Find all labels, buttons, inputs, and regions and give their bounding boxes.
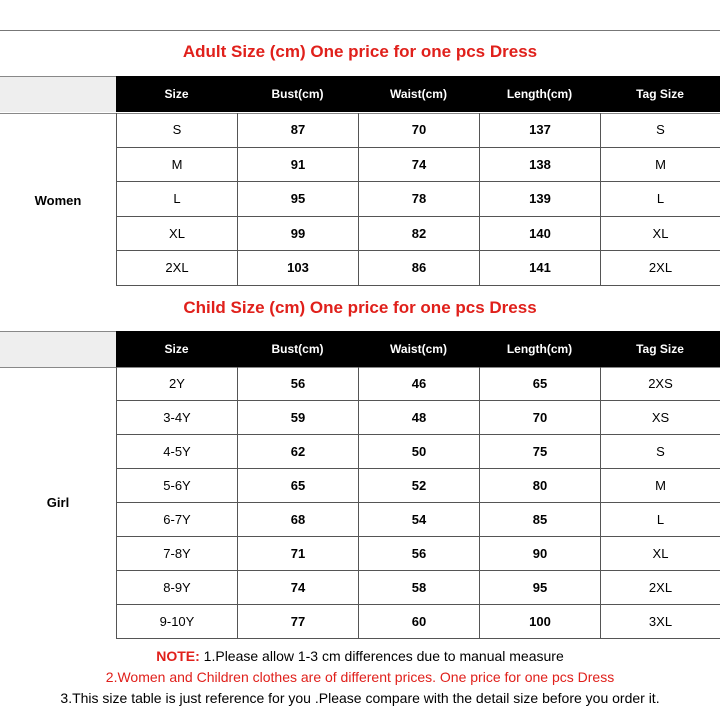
table-row bbox=[116, 435, 720, 469]
table-row bbox=[116, 182, 720, 217]
header-spacer bbox=[0, 331, 116, 367]
cell-tag-size: L bbox=[600, 503, 720, 537]
cell-tag-size: 3XL bbox=[600, 605, 720, 639]
cell-bust: 95 bbox=[237, 182, 358, 217]
cell-tag-size: 2XS bbox=[600, 367, 720, 401]
cell-tag-size: XL bbox=[600, 537, 720, 571]
cell-length: 100 bbox=[479, 605, 600, 639]
cell-size: 6-7Y bbox=[116, 503, 237, 537]
table-row bbox=[116, 148, 720, 183]
cell-length: 95 bbox=[479, 571, 600, 605]
cell-bust: 74 bbox=[237, 571, 358, 605]
table-row bbox=[116, 251, 720, 286]
table-row bbox=[116, 571, 720, 605]
cell-bust: 87 bbox=[237, 113, 358, 148]
adult-header-row bbox=[0, 76, 720, 112]
note-line-1 bbox=[0, 646, 720, 667]
cell-bust: 65 bbox=[237, 469, 358, 503]
cell-length: 90 bbox=[479, 537, 600, 571]
note-label: NOTE: bbox=[156, 648, 200, 664]
cell-bust: 99 bbox=[237, 217, 358, 252]
cell-length: 138 bbox=[479, 148, 600, 183]
note-line-2: 2.Women and Children clothes are of different prices. One price for one pcs Dress bbox=[105, 669, 615, 685]
cell-length: 139 bbox=[479, 182, 600, 217]
child-header-row bbox=[0, 331, 720, 367]
cell-waist: 86 bbox=[358, 251, 479, 286]
table-row bbox=[116, 605, 720, 639]
cell-size: XL bbox=[116, 217, 237, 252]
cell-size: 3-4Y bbox=[116, 401, 237, 435]
cell-length: 85 bbox=[479, 503, 600, 537]
cell-bust: 56 bbox=[237, 367, 358, 401]
cell-waist: 56 bbox=[358, 537, 479, 571]
cell-length: 137 bbox=[479, 113, 600, 148]
notes-block bbox=[0, 646, 720, 709]
cell-bust: 103 bbox=[237, 251, 358, 286]
group-label-women: Women bbox=[34, 193, 82, 208]
cell-size: 4-5Y bbox=[116, 435, 237, 469]
cell-tag-size: M bbox=[600, 148, 720, 183]
header-length: Length(cm) bbox=[506, 342, 573, 356]
cell-length: 140 bbox=[479, 217, 600, 252]
cell-waist: 58 bbox=[358, 571, 479, 605]
table-row bbox=[116, 217, 720, 252]
cell-size: S bbox=[116, 113, 237, 148]
child-size-title: Child Size (cm) One price for one pcs Dress bbox=[183, 298, 537, 317]
cell-bust: 68 bbox=[237, 503, 358, 537]
cell-tag-size: L bbox=[600, 182, 720, 217]
cell-length: 141 bbox=[479, 251, 600, 286]
header-length: Length(cm) bbox=[506, 87, 573, 101]
cell-length: 75 bbox=[479, 435, 600, 469]
header-bust: Bust(cm) bbox=[271, 87, 324, 101]
cell-waist: 52 bbox=[358, 469, 479, 503]
table-row bbox=[116, 113, 720, 148]
header-bust: Bust(cm) bbox=[271, 342, 324, 356]
cell-waist: 78 bbox=[358, 182, 479, 217]
cell-size: 9-10Y bbox=[116, 605, 237, 639]
cell-size: 2XL bbox=[116, 251, 237, 286]
cell-length: 80 bbox=[479, 469, 600, 503]
cell-waist: 48 bbox=[358, 401, 479, 435]
cell-size: 8-9Y bbox=[116, 571, 237, 605]
header-tag-size: Tag Size bbox=[636, 342, 684, 356]
cell-tag-size: M bbox=[600, 469, 720, 503]
top-border bbox=[0, 30, 720, 31]
table-row bbox=[116, 469, 720, 503]
cell-tag-size: 2XL bbox=[600, 251, 720, 286]
cell-size: 2Y bbox=[116, 367, 237, 401]
table-row bbox=[116, 367, 720, 401]
cell-tag-size: S bbox=[600, 435, 720, 469]
adult-size-title: Adult Size (cm) One price for one pcs Dress bbox=[182, 42, 538, 61]
header-spacer bbox=[0, 76, 116, 112]
cell-length: 65 bbox=[479, 367, 600, 401]
cell-waist: 70 bbox=[358, 113, 479, 148]
cell-bust: 77 bbox=[237, 605, 358, 639]
cell-tag-size: S bbox=[600, 113, 720, 148]
cell-bust: 62 bbox=[237, 435, 358, 469]
cell-bust: 71 bbox=[237, 537, 358, 571]
header-waist: Waist(cm) bbox=[390, 342, 447, 356]
table-row bbox=[116, 537, 720, 571]
cell-bust: 59 bbox=[237, 401, 358, 435]
header-size: Size bbox=[164, 87, 189, 101]
cell-waist: 50 bbox=[358, 435, 479, 469]
note-line-3: 3.This size table is just reference for you .Please compare with the detail size before you order it. bbox=[60, 690, 660, 706]
cell-tag-size: XS bbox=[600, 401, 720, 435]
cell-bust: 91 bbox=[237, 148, 358, 183]
cell-size: L bbox=[116, 182, 237, 217]
cell-waist: 60 bbox=[358, 605, 479, 639]
cell-size: M bbox=[116, 148, 237, 183]
header-waist: Waist(cm) bbox=[390, 87, 447, 101]
cell-waist: 82 bbox=[358, 217, 479, 252]
cell-waist: 74 bbox=[358, 148, 479, 183]
table-row bbox=[116, 503, 720, 537]
cell-tag-size: XL bbox=[600, 217, 720, 252]
cell-length: 70 bbox=[479, 401, 600, 435]
cell-size: 7-8Y bbox=[116, 537, 237, 571]
cell-tag-size: 2XL bbox=[600, 571, 720, 605]
note-text-1: 1.Please allow 1-3 cm differences due to manual measure bbox=[199, 648, 564, 664]
cell-waist: 46 bbox=[358, 367, 479, 401]
header-size: Size bbox=[164, 342, 189, 356]
group-label-girl: Girl bbox=[46, 495, 70, 510]
cell-waist: 54 bbox=[358, 503, 479, 537]
table-row bbox=[116, 401, 720, 435]
cell-size: 5-6Y bbox=[116, 469, 237, 503]
header-tag-size: Tag Size bbox=[636, 87, 684, 101]
